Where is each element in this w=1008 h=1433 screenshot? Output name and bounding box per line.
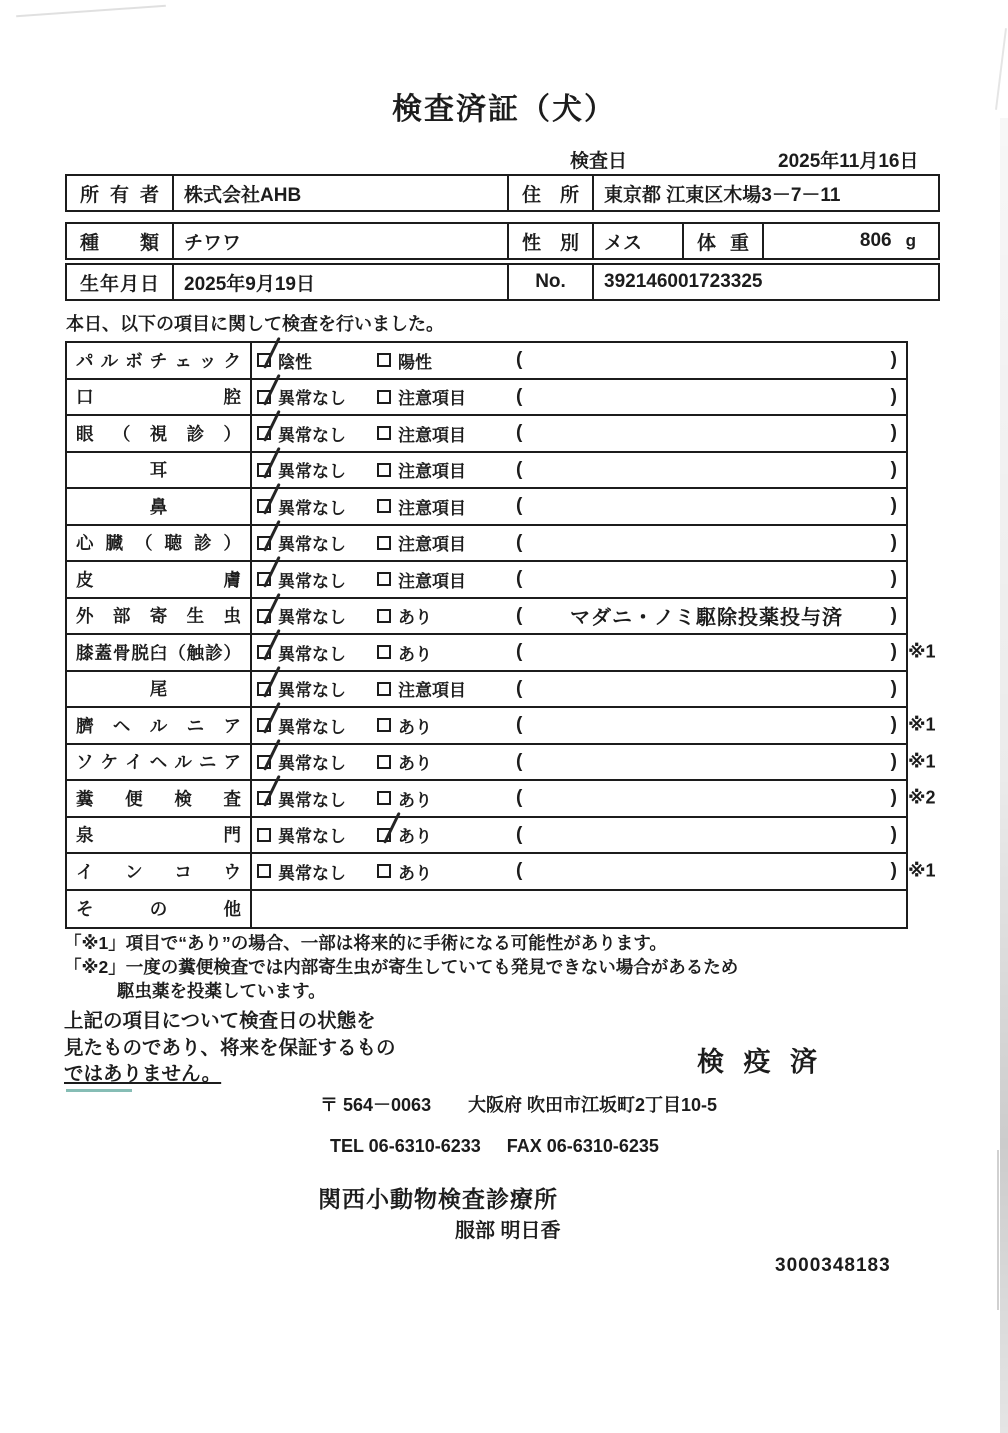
footnote-1: 「※1」項目で“あり”の場合、一部は将来的に手術になる可能性があります。 [64,933,667,953]
option-label: 異常なし [278,389,346,409]
option-2 [372,854,507,889]
checklist-row-eyes [67,416,906,453]
option-label: 注意項目 [398,498,466,518]
checklist-table [65,341,936,929]
paren-close: ) [890,604,897,626]
checklist-row-inkou [67,854,936,891]
option-1 [252,745,372,780]
checkbox [257,755,271,769]
option-2 [372,708,507,743]
option-2 [372,599,507,634]
checkbox [377,426,391,440]
option-label: あり [398,863,432,883]
disclaimer-line-1: 上記の項目について検査日の状態を [64,1010,376,1032]
comment-cell [507,672,906,707]
paren-open: ( [516,714,523,736]
option-1 [252,380,372,415]
item-label: 糞 便 検 査 [67,781,252,816]
clinic-address: 大阪府 吹田市江坂町2丁目10-5 [468,1095,718,1115]
checkbox [257,682,271,696]
checklist-row-heart [67,526,906,563]
checkbox [377,755,391,769]
owner-value: 株式会社AHB [172,176,507,210]
option-2 [372,453,507,488]
option-label: 注意項目 [398,462,466,482]
option-1 [252,416,372,451]
checkbox [377,353,391,367]
checkbox [257,353,271,367]
checkbox [377,536,391,550]
option-label: あり [398,608,432,628]
comment-cell [507,599,906,634]
weight-label: 体 重 [682,224,762,258]
checkbox [257,536,271,550]
paren-open: ( [516,604,523,626]
item-label: 臍 ヘ ル ニ ア [67,708,252,743]
disclaimer [64,1008,396,1088]
address-value: 東京都 江東区木場3－7－11 [592,176,938,210]
comment-cell [507,781,906,816]
paren-open: ( [516,531,523,553]
owner-label: 所 有 者 [80,184,159,206]
paren-open: ( [516,750,523,772]
option-label: 異常なし [278,863,346,883]
option-label: あり [398,644,432,664]
weight-unit: g [905,231,916,250]
option-1 [252,599,372,634]
checklist-row-parvo [67,343,906,380]
checklist-row-mouth [67,380,906,417]
checkbox [257,609,271,623]
other-empty-cell [252,891,906,928]
item-label: 尾 [67,672,252,707]
comment-cell [507,818,906,853]
paren-close: ) [890,458,897,480]
option-1 [252,453,372,488]
birthdate-table [65,263,940,301]
weight-value: 806 [859,230,892,251]
option-label: 注意項目 [398,389,466,409]
item-label: 皮 膚 [67,562,252,597]
item-label: 耳 [67,453,252,488]
checkbox [257,426,271,440]
paren-close: ) [890,422,897,444]
option-label: 異常なし [278,608,346,628]
scan-artifact [1000,118,1008,1433]
option-label: 異常なし [278,790,346,810]
row-note: ※1 [908,714,936,735]
paren-close: ) [890,750,897,772]
veterinarian-name: 服部 明日香 [455,1220,561,1242]
paren-open: ( [516,823,523,845]
comment-cell [507,854,906,889]
postal-code: 〒 564－0063 [320,1095,432,1115]
option-2 [372,343,507,378]
paren-open: ( [516,568,523,590]
tel-fax-line [330,1136,659,1157]
sex-label: 性 別 [507,224,592,258]
paren-close: ) [890,385,897,407]
option-label: 異常なし [278,644,346,664]
comment-cell [507,526,906,561]
paren-open: ( [516,787,523,809]
birthdate-label: 生 年 月 日 [80,273,159,295]
option-label: あり [398,717,432,737]
option-2 [372,416,507,451]
option-label: 陰性 [278,352,312,372]
item-label: 心 臓 （ 聴 診 ） [67,526,252,561]
paren-open: ( [516,677,523,699]
checklist-row-fontanelle [67,818,906,855]
serial-number: 3000348183 [775,1255,891,1276]
paren-open: ( [516,385,523,407]
option-label: 注意項目 [398,571,466,591]
paren-close: ) [890,714,897,736]
option-1 [252,526,372,561]
checklist-row-patella [67,635,936,672]
fax-number: FAX 06-6310-6235 [506,1136,659,1156]
row-note: ※2 [908,787,936,808]
checkbox [377,864,391,878]
address-label: 住 所 [507,176,592,210]
paren-close: ) [890,495,897,517]
item-label: イ ン コ ウ [67,854,252,889]
option-2 [372,672,507,707]
checkbox [377,718,391,732]
checkbox [257,390,271,404]
scan-artifact [66,1089,132,1092]
option-1 [252,343,372,378]
option-label: あり [398,827,432,847]
checkbox [377,390,391,404]
item-label: 膝 蓋 骨 脱 臼 （ 触 診 ） [67,635,252,670]
comment-cell [507,489,906,524]
row-note: ※1 [908,641,936,662]
paren-close: ) [890,568,897,590]
paren-open: ( [516,641,523,663]
option-2 [372,380,507,415]
checklist-row-other [67,891,906,928]
option-label: 注意項目 [398,535,466,555]
disclaimer-line-2: 見たものであり、将来を保証するもの [64,1036,396,1059]
option-2 [372,526,507,561]
option-1 [252,708,372,743]
checkbox [377,682,391,696]
page-title: 検査済証（犬） [392,93,616,126]
item-label: 眼 （ 視 診 ） [67,416,252,451]
tel-number: TEL 06-6310-6233 [330,1136,481,1156]
row-note: ※1 [908,860,936,881]
item-label: 口 腔 [67,380,252,415]
item-label: 外 部 寄 生 虫 [67,599,252,634]
item-label: 泉 門 [67,818,252,853]
option-1 [252,562,372,597]
checkbox [377,499,391,513]
checkbox [257,499,271,513]
comment-cell [507,635,906,670]
number-label: No. [507,265,592,299]
option-label: あり [398,790,432,810]
paren-open: ( [516,422,523,444]
option-2 [372,781,507,816]
option-label: 異常なし [278,535,346,555]
breed-value: チワワ [172,224,507,258]
option-label: 異常なし [278,827,346,847]
checkbox [377,828,391,842]
checklist-row-umbilical-hernia [67,708,936,745]
inspection-date-value: 2025年11月16日 [778,151,919,172]
footnote-2: 「※2」一度の糞便検査では内部寄生虫が寄生していても発見できない場合があるため [64,957,739,977]
comment-cell [507,453,906,488]
option-1 [252,489,372,524]
option-label: 異常なし [278,425,346,445]
owner-table [65,174,940,212]
clinic-name: 関西小動物検査診療所 [318,1186,558,1212]
footnotes [64,931,738,1003]
item-label: 鼻 [67,489,252,524]
checkbox [257,572,271,586]
checkbox [377,791,391,805]
option-2 [372,818,507,853]
checkbox [377,645,391,659]
option-2 [372,745,507,780]
comment-cell [507,745,906,780]
option-1 [252,818,372,853]
number-value: 392146001723325 [592,265,938,299]
inspection-date-label: 検査日 [570,151,628,172]
paren-close: ) [890,823,897,845]
paren-close: ) [890,349,897,371]
item-label: パ ル ボ チ ェ ッ ク [67,343,252,378]
checkbox [257,718,271,732]
option-2 [372,489,507,524]
quarantine-stamp: 検 疫 済 [697,1047,824,1077]
paren-close: ) [890,787,897,809]
breed-table [65,222,940,260]
checklist-row-fecal-exam [67,781,936,818]
option-2 [372,635,507,670]
item-label: ソ ケ イ ヘ ル ニ ア [67,745,252,780]
checkbox [377,572,391,586]
checklist-row-ears [67,453,906,490]
option-1 [252,635,372,670]
scan-artifact [16,5,166,17]
checklist-row-skin [67,562,906,599]
option-label: 異常なし [278,498,346,518]
scan-artifact [997,1150,999,1310]
paren-close: ) [890,531,897,553]
option-label: 注意項目 [398,681,466,701]
option-label: 陽性 [398,352,432,372]
option-label: 異常なし [278,681,346,701]
checklist-row-nose [67,489,906,526]
breed-label: 種 類 [80,232,159,254]
comment-cell [507,562,906,597]
option-label: 異常なし [278,571,346,591]
paren-close: ) [890,860,897,882]
comment-cell [507,708,906,743]
birthdate-value: 2025年9月19日 [172,265,507,299]
comment-cell [507,343,906,378]
option-label: あり [398,754,432,774]
paren-open: ( [516,495,523,517]
paren-open: ( [516,458,523,480]
checkbox [377,463,391,477]
option-2 [372,562,507,597]
option-1 [252,672,372,707]
checkbox [257,864,271,878]
sex-value: メス [592,224,682,258]
paren-close: ) [890,641,897,663]
comment-cell [507,380,906,415]
comment-text: マダニ・ノミ駆除投薬投与済 [570,607,843,630]
option-label: 異常なし [278,754,346,774]
option-1 [252,854,372,889]
checkbox [377,609,391,623]
checkbox [257,645,271,659]
checklist-row-ectoparasites [67,599,906,636]
paren-open: ( [516,860,523,882]
checkbox [257,791,271,805]
item-label: そ の 他 [67,891,252,928]
option-label: 異常なし [278,717,346,737]
paren-close: ) [890,677,897,699]
checkbox [257,463,271,477]
row-note: ※1 [908,751,936,772]
checklist-row-tail [67,672,906,709]
footnote-2-continued: 駆虫薬を投薬しています。 [117,981,326,1001]
checklist-row-inguinal-hernia [67,745,936,782]
checkbox [257,828,271,842]
intro-text: 本日、以下の項目に関して検査を行いました。 [66,314,444,334]
disclaimer-line-3: ではありません。 [64,1063,222,1085]
option-label: 異常なし [278,462,346,482]
comment-cell [507,416,906,451]
weight-cell [762,224,938,258]
paren-open: ( [516,349,523,371]
option-1 [252,781,372,816]
option-label: 注意項目 [398,425,466,445]
